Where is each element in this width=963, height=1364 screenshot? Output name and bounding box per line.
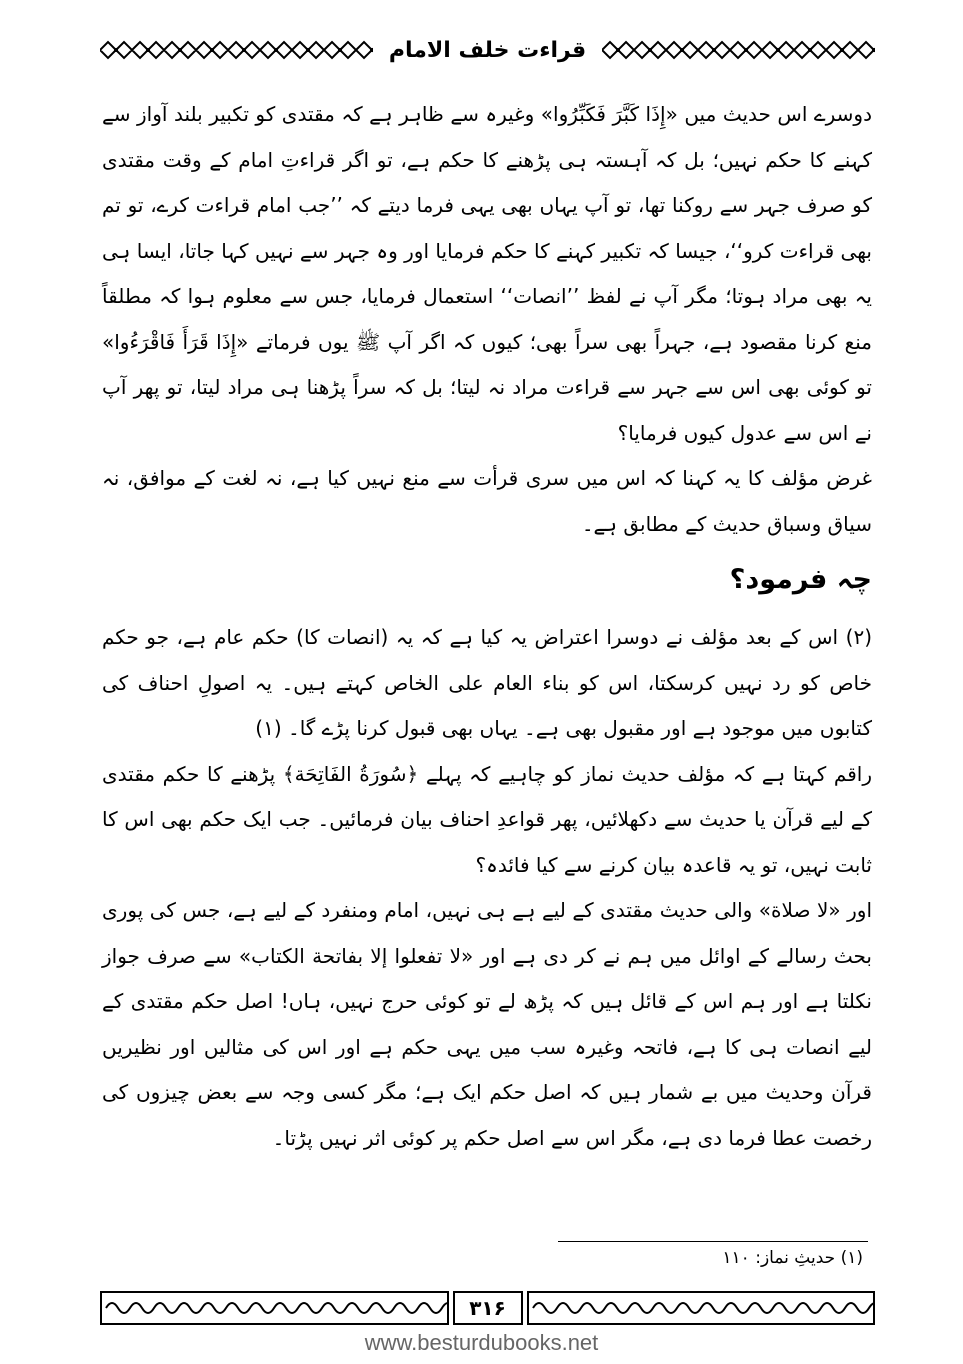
paragraph-4: راقم کہتا ہے کہ مؤلف حدیث نماز کو چاہیے کہ پہلے ﴿سُورَةُ الفَاتِحَة﴾ پڑھنے کا حکم مقتدی کے لیے قرآن یا حدیث سے دکھلائیں، پھر قواعدِ احناف بیان فرمائیں۔ جب ایک حکم بھی اس کا ثابت نہیں، تو یہ قاعدہ بیان کرنے سے کیا فائدہ؟: [102, 761, 872, 877]
page-header: [100, 30, 875, 70]
paragraph-1: دوسرے اس حدیث میں «إِذَا كَبَّرَ فَكَبِّرُوا» وغیرہ سے ظاہر ہے کہ مقتدی کو تکبیر بلند آواز سے کہنے کا حکم نہیں؛ بل کہ آہستہ ہی پڑھنے کا حکم ہے، تو اگر قراءتِ امام کے وقت مقتدی کو صرف جہر سے روکنا تھا، تو آپ یہاں بھی یہی فرما دیتے کہ ’’جب امام قراءت کرے، تو تم بھی قراءت کرو‘‘، جیسا کہ تکبیر کہنے کا حکم فرمایا اور وہ جہر سے نہیں کہا جاتا، ایسا ہی یہ بھی مراد ہوتا؛ مگر آپ نے لفظ ’’انصات‘‘ استعمال فرمایا، جس سے معلوم ہوا کہ مطلقاً منع کرنا مقصود ہے، جہراً بھی سراً بھی؛ کیوں کہ اگر آپ ﷺ یوں فرماتے «إِذَا قَرَأَ فَاقْرَءُوا» تو کوئی بھی اس سے جہر سے قراءت مراد نہ لیتا؛ بل کہ سراً پڑھنا ہی مراد لیتا، تو پھر آپ نے اس سے عدول کیوں فرمایا؟: [102, 102, 872, 445]
header-ornament-right: [602, 39, 875, 61]
page-number: ۳۱۶: [453, 1291, 523, 1325]
section-heading: چہ فرمود؟: [729, 564, 872, 595]
footnote: (۱) حدیثِ نماز: ۱۱۰: [722, 1248, 863, 1268]
paragraph-5: اور «لا صلاة» والی حدیث مقتدی کے لیے ہے ہی نہیں، امام ومنفرد کے لیے ہے، جس کی پوری بحث رسالے کے اوائل میں ہم نے کر دی ہے اور «لا تفعلوا إلا بفاتحة الكتاب» سے صرف جواز نکلتا ہے اور ہم اس کے قائل ہیں کہ پڑھ لے تو کوئی حرج نہیں، ہاں! اصل حکم مقتدی کے لیے انصات ہی کا ہے، فاتحہ وغیرہ سب میں یہی حکم ہے اور اس کی مثالیں اور نظیریں قرآن وحدیث میں بے شمار ہیں کہ اصل حکم ایک ہے؛ مگر کسی وجہ سے بعض چیزوں کی رخصت عطا فرما دی ہے، مگر اس سے اصل حکم پر کوئی اثر نہیں پڑتا۔: [102, 898, 872, 1150]
paragraph-2: غرض مؤلف کا یہ کہنا کہ اس میں سری قرأت سے منع نہیں کیا ہے، نہ لغت کے موافق، نہ سیاق وسباق حدیث کے مطابق ہے۔: [102, 466, 872, 536]
footer-ornament-left: [100, 1291, 449, 1325]
watermark-url: www.besturdubooks.net: [364, 1330, 599, 1355]
running-title: قراءت خلف الامام: [388, 37, 587, 63]
header-ornament-left: [100, 39, 373, 61]
footnote-divider: [558, 1241, 868, 1242]
page-body: [102, 92, 872, 1161]
footer-ornament-right: [527, 1291, 876, 1325]
page-footer: [100, 1288, 875, 1328]
paragraph-3: (۲) اس کے بعد مؤلف نے دوسرا اعتراض یہ کیا ہے کہ یہ (انصات کا) حکم عام ہے، جو حکم خاص کو رد نہیں کرسکتا، اس کو بناء العام علی الخاص کہتے ہیں۔ یہ اصولِ احناف کی کتابوں میں موجود ہے اور مقبول بھی ہے۔ یہاں بھی قبول کرنا پڑے گا۔ (۱): [102, 625, 872, 740]
